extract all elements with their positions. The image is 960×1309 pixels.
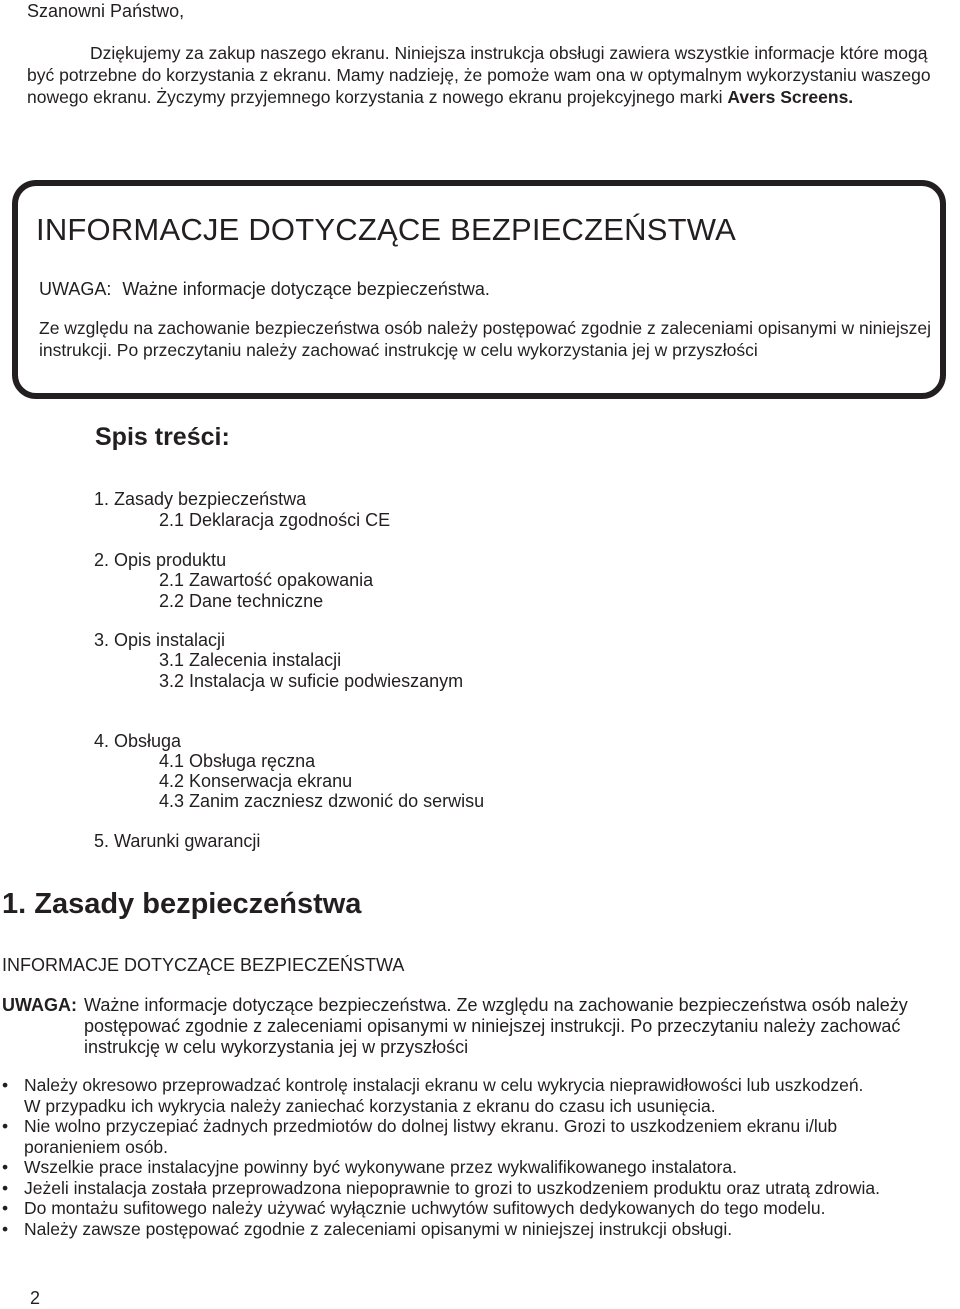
notice-paragraph bbox=[84, 995, 954, 1058]
bullet-line: Wszelkie prace instalacyjne powinny być wykonywane przez wykwalifikowanego instalatora. bbox=[24, 1157, 737, 1177]
bullet-dot: • bbox=[2, 1075, 9, 1095]
intro-paragraph bbox=[27, 42, 942, 108]
intro-line bbox=[27, 86, 942, 108]
bullet-item bbox=[2, 1198, 952, 1219]
toc-subentry: 2.1 Zawartość opakowania bbox=[159, 570, 374, 590]
toc-entry: 1. Zasady bezpieczeństwa bbox=[94, 489, 307, 509]
bullet-item bbox=[2, 1157, 952, 1178]
body-line: instrukcji. Po przeczytaniu należy zachować instrukcję w celu wykorzystania jej w przyszłości bbox=[39, 340, 758, 360]
toc-subentry: 4.3 Zanim zaczniesz dzwonić do serwisu bbox=[159, 791, 485, 811]
bullet-line: poranieniem osób. bbox=[24, 1136, 168, 1157]
toc-subentry: 3.1 Zalecenia instalacji bbox=[159, 650, 342, 670]
bullet-line: Nie wolno przyczepiać żadnych przedmiotów do dolnej listwy ekranu. Grozi to uszkodzeniem ekranu i/lub bbox=[24, 1116, 838, 1136]
safety-box-body bbox=[39, 317, 939, 361]
intro-line-text: nowego ekranu. Życzymy przyjemnego korzystania z nowego ekranu projekcyjnego marki bbox=[27, 87, 723, 107]
toc-subentry: 4.2 Konserwacja ekranu bbox=[159, 771, 353, 791]
section-title: 1. Zasady bezpieczeństwa bbox=[2, 888, 362, 920]
safety-bullet-list bbox=[2, 1075, 952, 1239]
bullet-item bbox=[2, 1178, 952, 1199]
intro-line: Dziękujemy za zakup naszego ekranu. Niniejsza instrukcja obsługi zawiera wszystkie informacje które mogą bbox=[90, 43, 928, 63]
toc-entry: 3. Opis instalacji bbox=[94, 630, 226, 650]
bullet-dot: • bbox=[2, 1177, 9, 1198]
notice-line: Ważne informacje dotyczące bezpieczeństwa. Ze względu na zachowanie bezpieczeństwa osób należy bbox=[84, 995, 908, 1015]
bullet-dot: • bbox=[2, 1198, 9, 1218]
toc-title: Spis treści: bbox=[95, 423, 230, 451]
notice-line: instrukcję w celu wykorzystania jej w przyszłości bbox=[84, 1037, 469, 1057]
greeting: Szanowni Państwo, bbox=[27, 1, 185, 21]
toc-entry: 4. Obsługa bbox=[94, 731, 182, 751]
brand-name: Avers Screens. bbox=[727, 87, 854, 107]
body-line: Ze względu na zachowanie bezpieczeństwa osób należy postępować zgodnie z zaleceniami opisanymi w niniejszej bbox=[39, 318, 932, 338]
toc-entry: 2. Opis produktu bbox=[94, 550, 227, 570]
toc-subentry: 2.1 Deklaracja zgodności CE bbox=[159, 510, 391, 530]
toc-subentry: 3.2 Instalacja w suficie podwieszanym bbox=[159, 671, 464, 691]
bullet-item bbox=[2, 1116, 952, 1157]
toc-subentry: 4.1 Obsługa ręczna bbox=[159, 751, 316, 771]
bullet-line: Jeżeli instalacja została przeprowadzona niepoprawnie to grozi to uszkodzeniem produktu oraz utratą zdrowia. bbox=[24, 1177, 881, 1198]
bullet-line: Należy zawsze postępować zgodnie z zaleceniami opisanymi w niniejszej instrukcji obsługi. bbox=[24, 1218, 733, 1239]
safety-box-title: INFORMACJE DOTYCZĄCE BEZPIECZEŃSTWA bbox=[36, 212, 736, 247]
intro-line: być potrzebne do korzystania z ekranu. Mamy nadzieję, że pomoże wam ona w optymalnym wykorzystaniu waszego bbox=[27, 65, 931, 85]
bullet-line: Należy okresowo przeprowadzać kontrolę instalacji ekranu w celu wykrycia nieprawidłowości lub uszkodzeń. bbox=[24, 1075, 864, 1095]
bullet-dot: • bbox=[2, 1116, 9, 1136]
section-subtitle: INFORMACJE DOTYCZĄCE BEZPIECZEŃSTWA bbox=[2, 955, 405, 975]
notice-label: UWAGA: bbox=[2, 995, 77, 1015]
notice-text: Ważne informacje dotyczące bezpieczeństwa. bbox=[122, 279, 490, 299]
toc-entry: 5. Warunki gwarancji bbox=[94, 831, 261, 851]
toc-subentry: 2.2 Dane techniczne bbox=[159, 591, 324, 611]
bullet-dot: • bbox=[2, 1157, 9, 1177]
page-number: 2 bbox=[30, 1288, 41, 1308]
notice-line: postępować zgodnie z zaleceniami opisanymi w niniejszej instrukcji. Po przeczytaniu należy zachować bbox=[84, 1016, 901, 1036]
bullet-item bbox=[2, 1075, 952, 1116]
bullet-line: W przypadku ich wykrycia należy zaniechać korzystania z ekranu do czasu ich usunięcia. bbox=[24, 1095, 716, 1116]
safety-box-notice bbox=[39, 279, 490, 300]
notice-label: UWAGA: bbox=[39, 279, 112, 299]
bullet-dot: • bbox=[2, 1218, 9, 1239]
bullet-item bbox=[2, 1219, 952, 1240]
bullet-line: Do montażu sufitowego należy używać wyłącznie uchwytów sufitowych dedykowanych do tego modelu. bbox=[24, 1198, 826, 1218]
